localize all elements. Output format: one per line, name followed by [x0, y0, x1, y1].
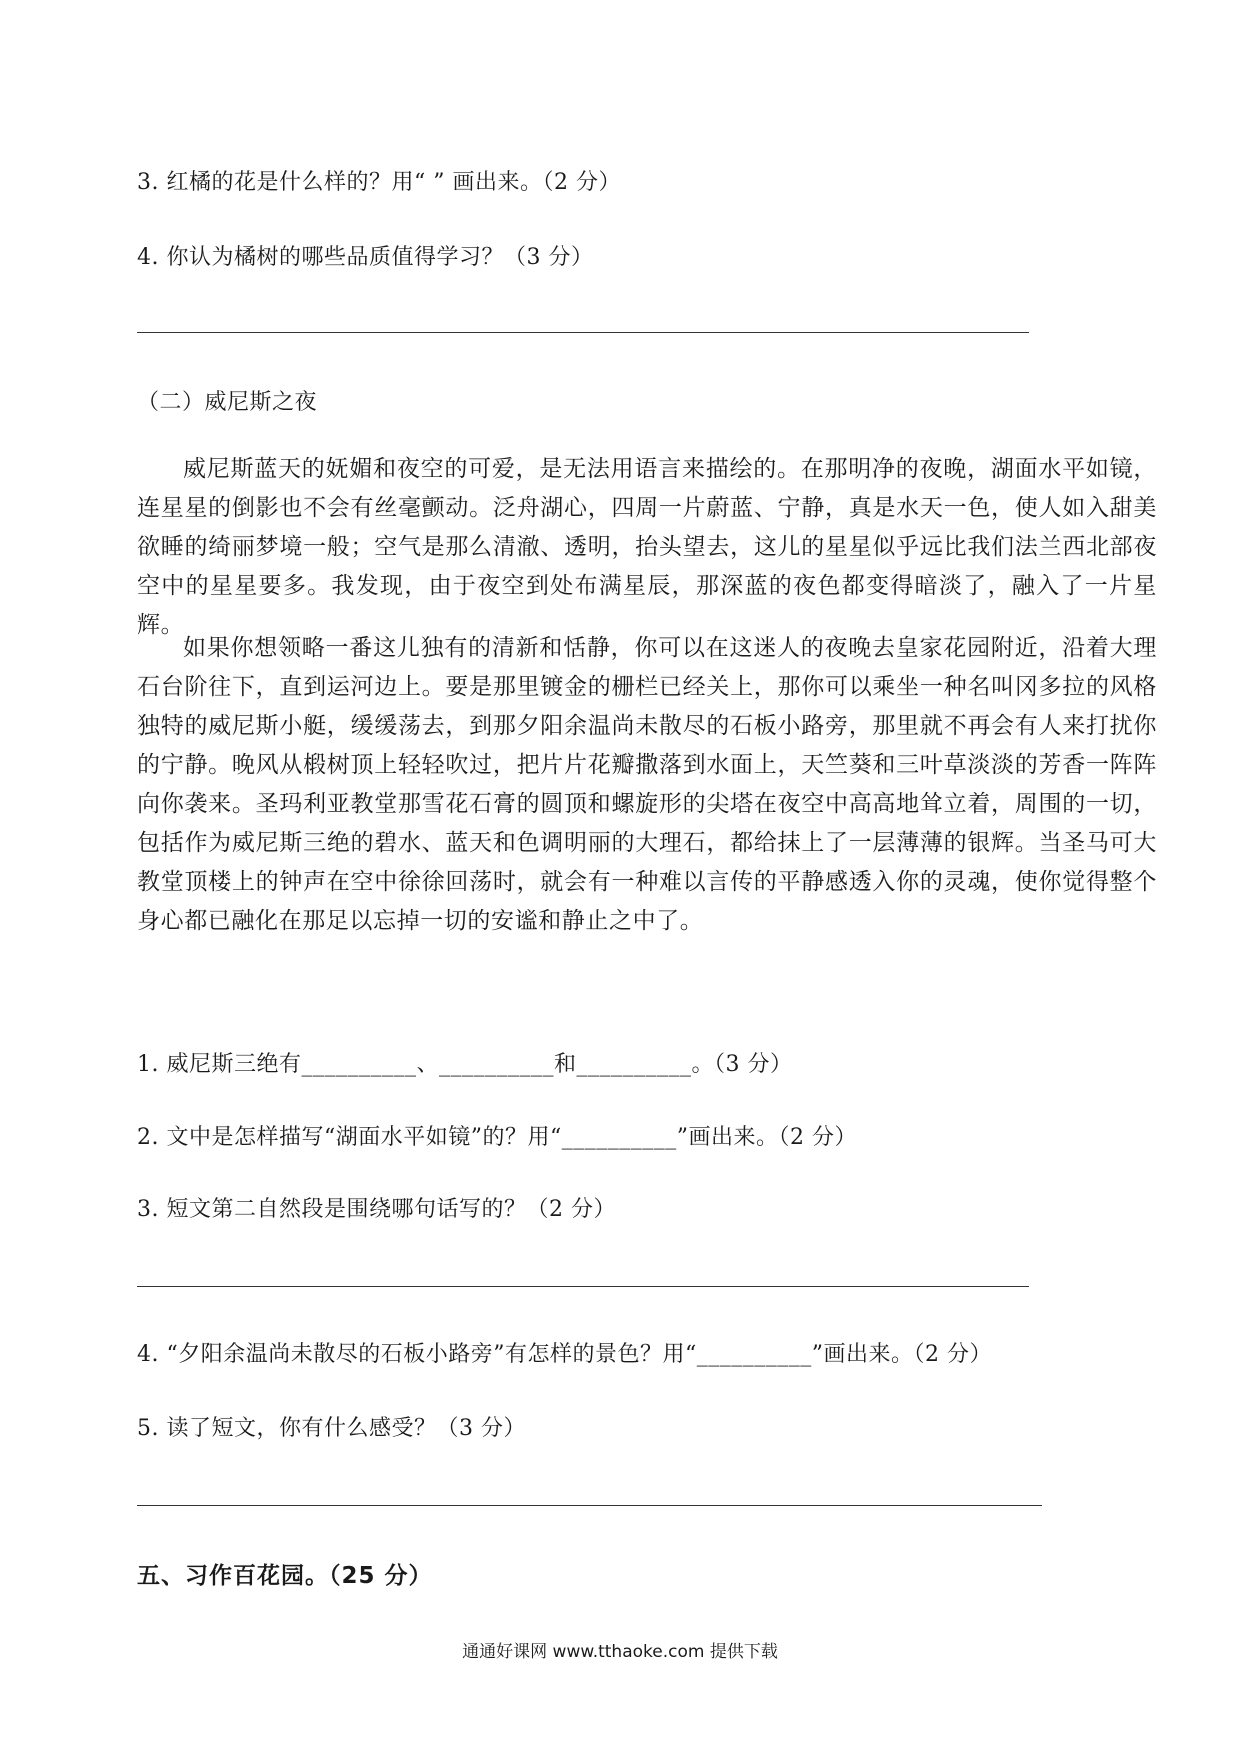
- answer-line-part1-4: [137, 332, 1029, 333]
- passage-heading: （二）威尼斯之夜: [137, 390, 318, 415]
- question-part2-5: 5. 读了短文，你有什么感受？（3 分）: [137, 1416, 526, 1441]
- question-part1-4: 4. 你认为橘树的哪些品质值得学习？（3 分）: [137, 245, 594, 270]
- question-part2-4: 4. “夕阳余温尚未散尽的石板小路旁”有怎样的景色？用“__________”画出来。（2 分）: [137, 1342, 992, 1367]
- passage-paragraph-1: 威尼斯蓝天的妩媚和夜空的可爱，是无法用语言来描绘的。在那明净的夜晚，湖面水平如镜，连星星的倒影也不会有丝毫颤动。泛舟湖心，四周一片蔚蓝、宁静，真是水天一色，使人如入甜美欲睡的绮丽梦境一般；空气是那么清澈、透明，抬头望去，这儿的星星似乎远比我们法兰西北部夜空中的星星要多。我发现，由于夜空到处布满星辰，那深蓝的夜色都变得暗淡了，融入了一片星辉。: [137, 456, 1157, 638]
- answer-line-part2-3: [137, 1286, 1029, 1287]
- passage-paragraph-2: 如果你想领略一番这儿独有的清新和恬静，你可以在这迷人的夜晚去皇家花园附近，沿着大理石台阶往下，直到运河边上。要是那里镀金的栅栏已经关上，那你可以乘坐一种名叫冈多拉的风格独特的威尼斯小艇，缓缓荡去，到那夕阳余温尚未散尽的石板小路旁，那里就不再会有人来打扰你的宁静。晚风从椴树顶上轻轻吹过，把片片花瓣撒落到水面上，天竺葵和三叶草淡淡的芳香一阵阵向你袭来。圣玛利亚教堂那雪花石膏的圆顶和螺旋形的尖塔在夜空中高高地耸立着，周围的一切，包括作为威尼斯三绝的碧水、蓝天和色调明丽的大理石，都给抹上了一层薄薄的银辉。当圣马可大教堂顶楼上的钟声在空中徐徐回荡时，就会有一种难以言传的平静感透入你的灵魂，使你觉得整个身心都已融化在那足以忘掉一切的安谧和静止之中了。: [137, 635, 1157, 934]
- page-footer: 通通好课网 www.tthaoke.com 提供下载: [462, 1642, 778, 1662]
- answer-line-part2-5: [137, 1505, 1042, 1506]
- section-5-title: 五、习作百花园。（25 分）: [137, 1563, 433, 1589]
- question-part2-3: 3. 短文第二自然段是围绕哪句话写的？（2 分）: [137, 1197, 616, 1222]
- question-part2-2: 2. 文中是怎样描写“湖面水平如镜”的？用“__________”画出来。（2 分）: [137, 1125, 857, 1150]
- question-part1-3: 3. 红橘的花是什么样的？用“ ” 画出来。（2 分）: [137, 170, 621, 195]
- question-part2-1: 1. 威尼斯三绝有__________、__________和__________。（3 分）: [137, 1052, 793, 1077]
